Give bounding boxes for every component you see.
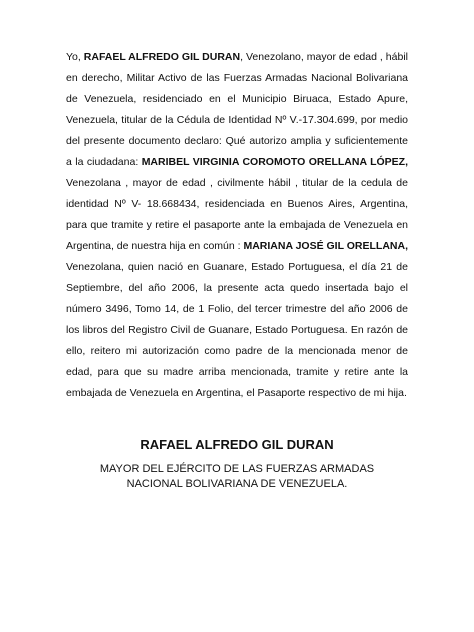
signature-block: [66, 436, 408, 492]
minor-name: MARIANA JOSÉ GIL ORELLANA,: [243, 240, 408, 252]
authorized-person-name: MARIBEL VIRGINIA COROMOTO ORELLANA LÓPEZ,: [141, 156, 408, 168]
paragraph-segment: Venezolana, quien nació en Guanare, Estado Portuguesa, el día 21 de Septiembre, del año 2006, la presente acta quedo insertada bajo el número 3496, Tomo 14, de 1 Folio, del tercer trimestre del año 2006 de los libros del Registro Civil de Guanare, Estado Portuguesa. En razón de ello, reitero mi autorización como padre de la mencionada menor de edad, para que su madre arriba mencionada, tramite y retire ante la embajada de Venezuela en Argentina, el Pasaporte respectivo de mi hija.: [66, 261, 408, 399]
signature-name: RAFAEL ALFREDO GIL DURAN: [140, 437, 334, 452]
paragraph-segment: , Venezolano, mayor de edad , hábil en derecho, Militar Activo de las Fuerzas Armadas Nacional Bolivariana de Venezuela, residenciado en el Municipio Biruaca, Estado Apure, Venezuela, titular de la Cédula de Identidad Nº V.-17.304.699, por medio del presente documento declaro: Qué autorizo amplia y suficientemente a la ciudadana:: [66, 51, 408, 168]
signature-title-line-1: MAYOR DEL EJÉRCITO DE LAS FUERZAS ARMADAS: [99, 463, 375, 475]
signature-title-line-2: NACIONAL BOLIVARIANA DE VENEZUELA.: [126, 478, 348, 490]
declarant-name: RAFAEL ALFREDO GIL DURAN: [83, 51, 241, 63]
paragraph-segment: Venezolana , mayor de edad , civilmente hábil , titular de la cedula de identidad Nº V- 18.668434, residenciada en Buenos Aires, Argentina, para que tramite y retire el pasaporte ante la embajada de Venezuela en Argentina, de nuestra hija en común :: [66, 177, 408, 252]
authorization-paragraph: [66, 47, 408, 404]
paragraph-segment: Yo,: [66, 51, 84, 63]
